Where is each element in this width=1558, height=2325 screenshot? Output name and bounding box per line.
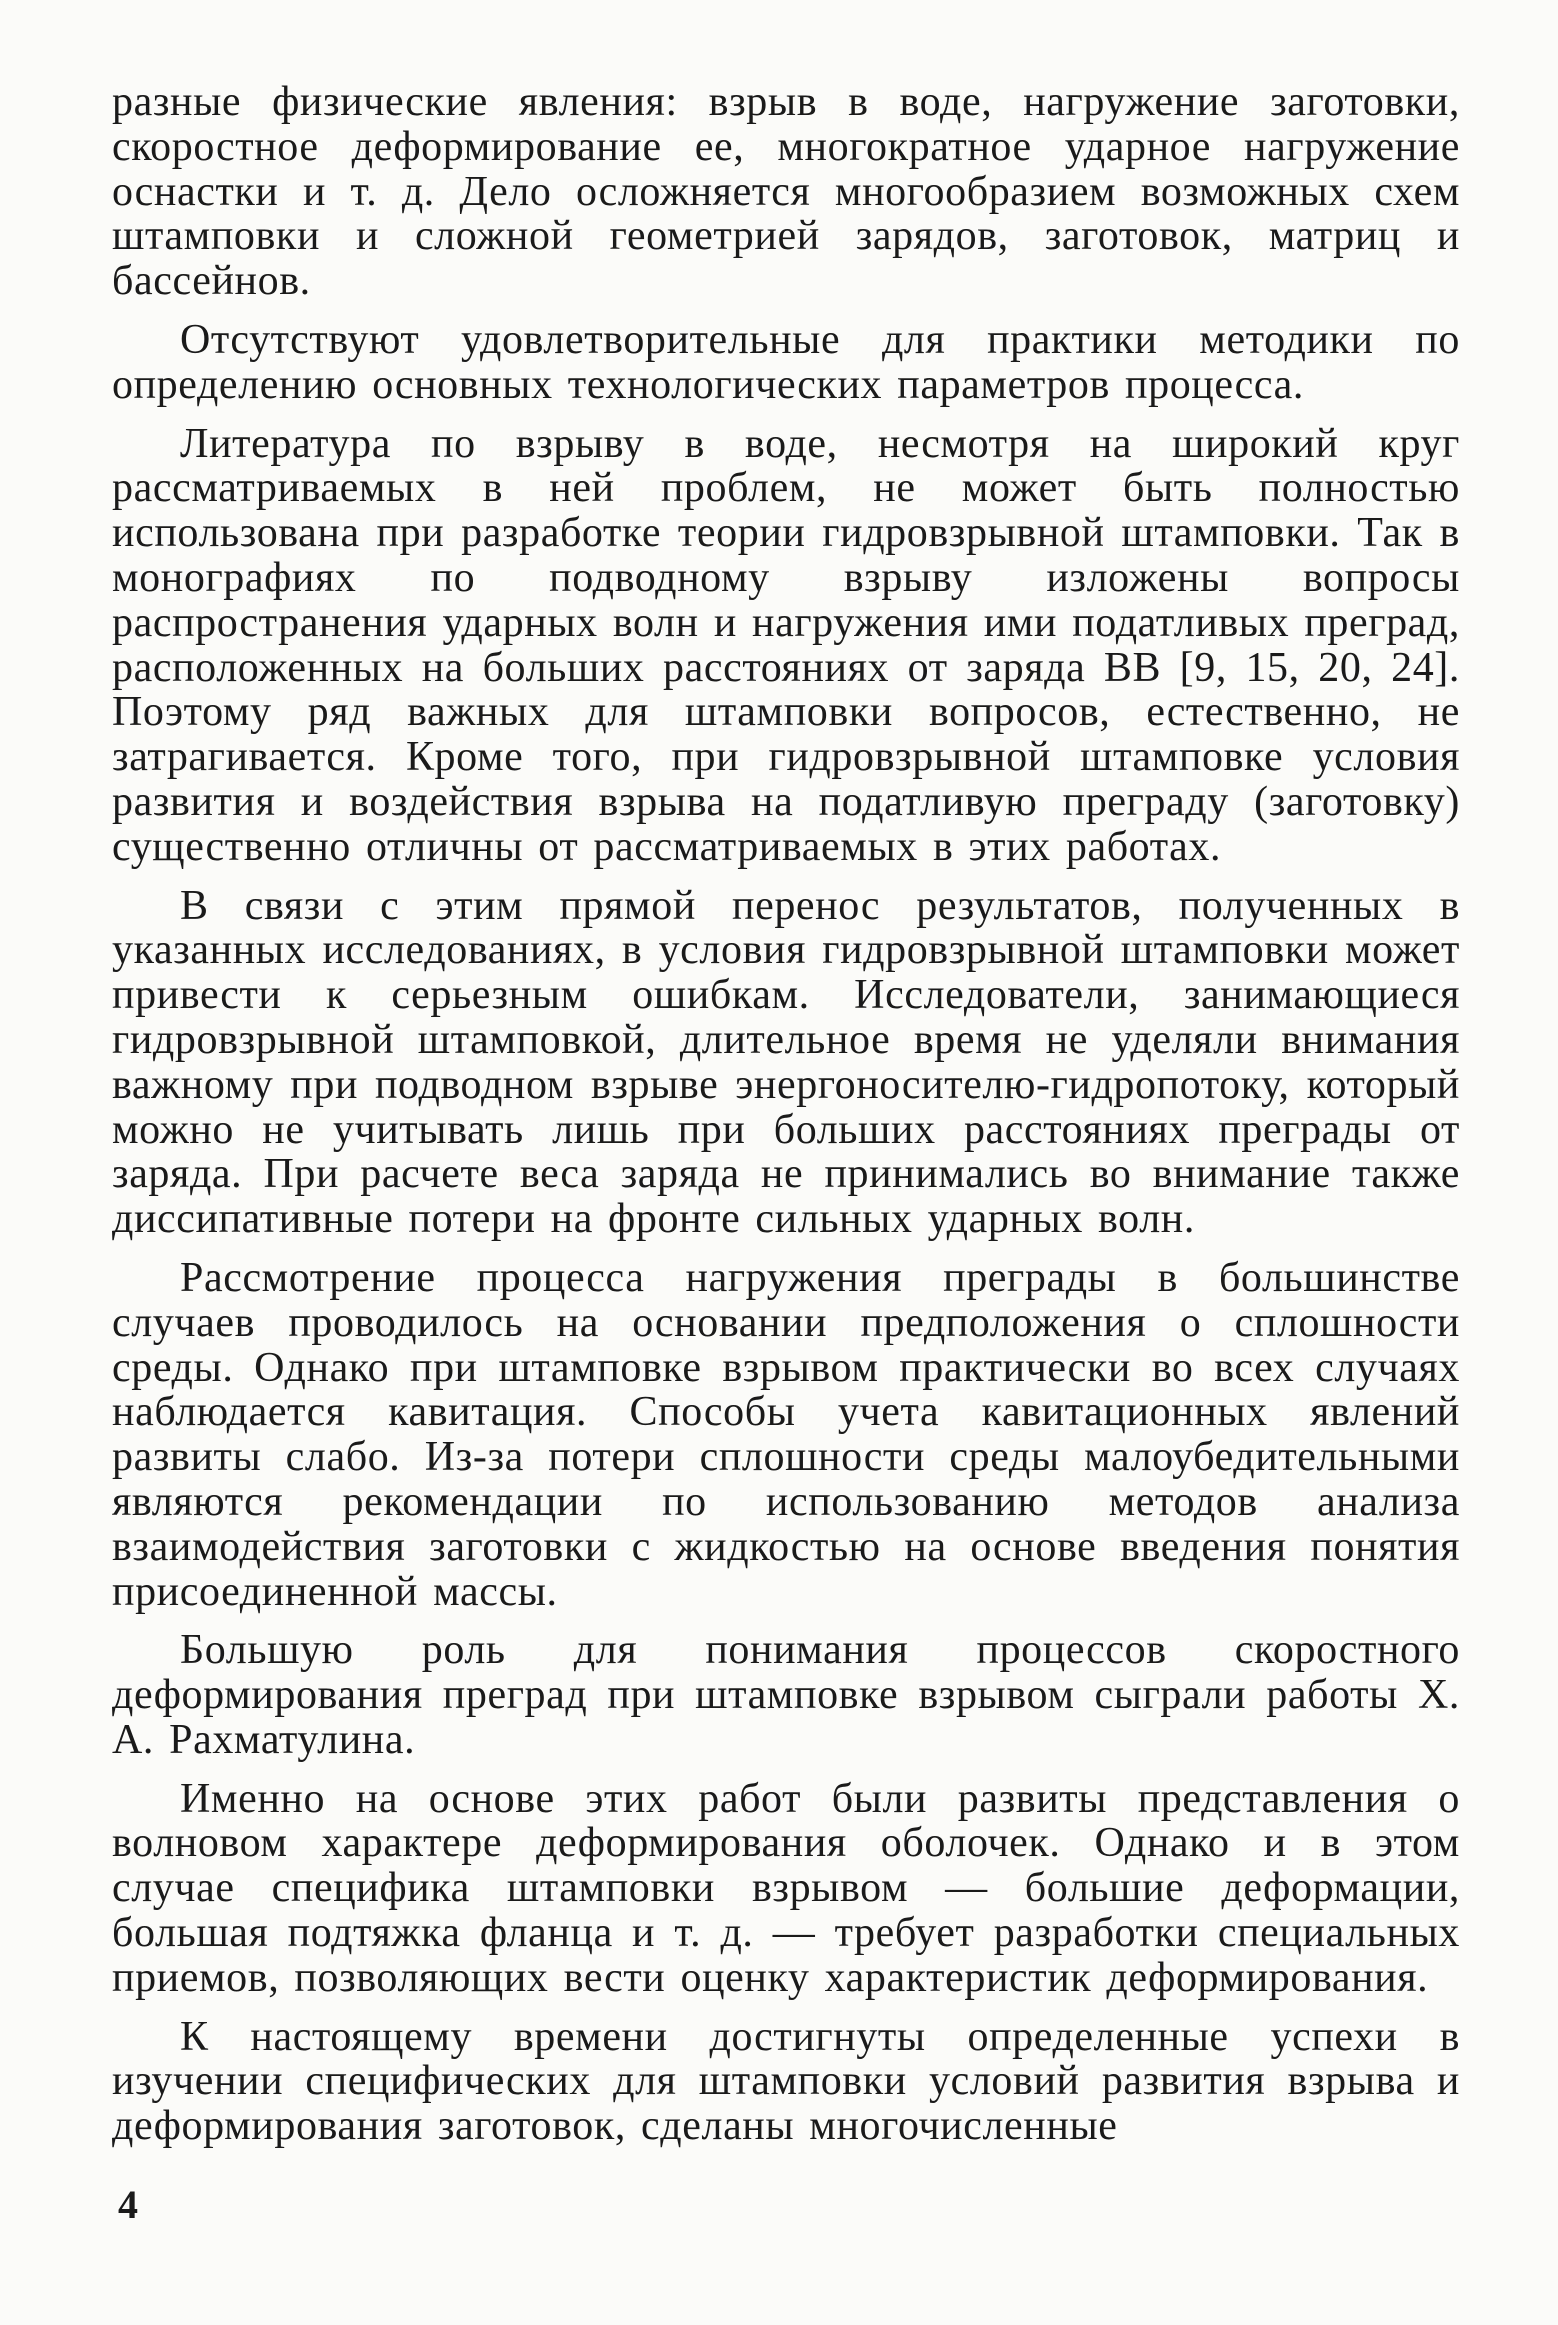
paragraph-1: разные физические явления: взрыв в воде, нагружение заготовки, скоростное деформирование ее, многократное ударное нагружение оснастки и т. д. Дело осложняется многообразием возможных схем штамповки и сложной геометрией зарядов, заготовок, матриц и бассейнов. <box>112 79 1460 305</box>
page-body <box>112 80 1460 2230</box>
paragraph-5: Рассмотрение процесса нагружения преграды в большинстве случаев проводилось на основании предположения о сплошности среды. Однако при штамповке взрывом практически во всех случаях наблюдается кавитация. Способы учета кавитационных явлений развиты слабо. Из-за потери сплошности среды малоубедительными являются рекомендации по использованию методов анализа взаимодействия заготовки с жидкостью на основе введения понятия присоединенной массы. <box>112 1254 1460 1615</box>
paragraph-3: Литература по взрыву в воде, несмотря на широкий круг рассматриваемых в ней проблем, не может быть полностью использована при разработке теории гидровзрывной штамповки. Так в монографиях по подводному взрыву изложены вопросы распространения ударных волн и нагружения ими податливых преград, расположенных на больших расстояниях от заряда ВВ [9, 15, 20, 24]. Поэтому ряд важных для штамповки вопросов, естественно, не затрагивается. Кроме того, при гидровзрывной штамповке условия развития и воздействия взрыва на податливую преграду (заготовку) существенно отличны от рассматриваемых в этих работах. <box>112 420 1460 870</box>
paragraph-7: Именно на основе этих работ были развиты представления о волновом характере деформирования оболочек. Однако и в этом случае специфика штамповки взрывом — большие деформации, большая подтяжка фланца и т. д. — требует разработки специальных приемов, позволяющих вести оценку характеристик деформирования. <box>112 1775 1460 2001</box>
paragraph-4: В связи с этим прямой перенос результатов, полученных в указанных исследованиях, в условия гидровзрывной штамповки может привести к серьезным ошибкам. Исследователи, занимающиеся гидровзрывной штамповкой, длительное время не уделяли внимания важному при подводном взрыве энергоносителю-гидропотоку, который можно не учитывать лишь при больших расстояниях преграды от заряда. При расчете веса заряда не принимались во внимание также диссипативные потери на фронте сильных ударных волн. <box>112 882 1460 1243</box>
paragraph-2: Отсутствуют удовлетворительные для практики методики по определению основных технологических параметров процесса. <box>112 316 1460 408</box>
paragraph-8: К настоящему времени достигнуты определенные успехи в изучении специфических для штамповки условий развития взрыва и деформирования заготовок, сделаны многочисленные <box>112 2013 1460 2150</box>
page-number: 4 <box>118 2182 138 2227</box>
paragraph-6: Большую роль для понимания процессов скоростного деформирования преград при штамповке взрывом сыграли работы Х. А. Рахматулина. <box>112 1627 1460 1763</box>
